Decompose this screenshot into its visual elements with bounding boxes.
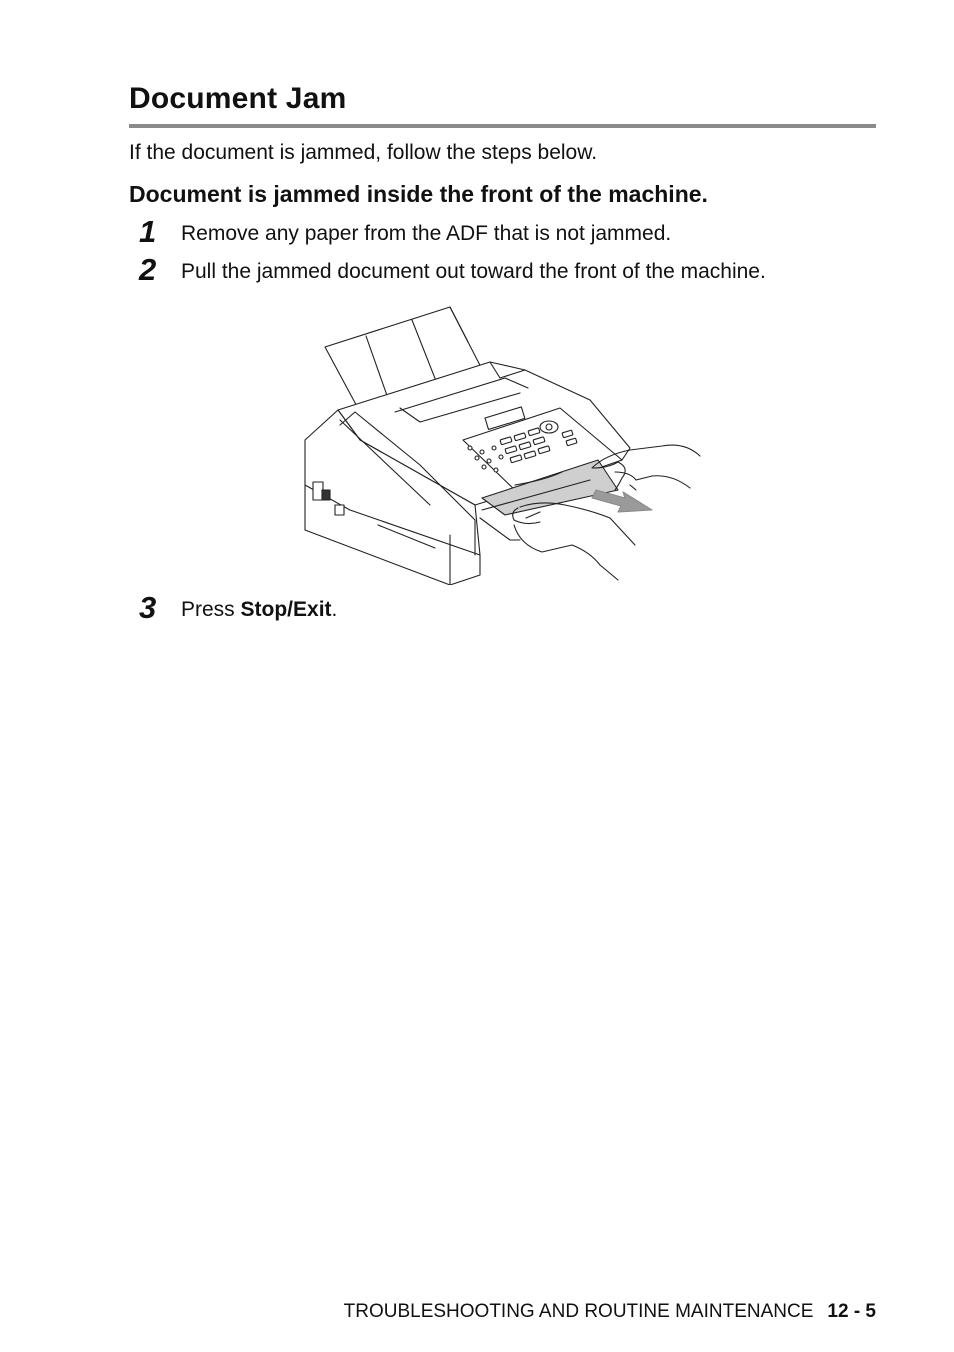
title-rule	[129, 124, 876, 128]
step-number: 1	[139, 214, 157, 249]
footer-page-number: 12 - 5	[827, 1301, 876, 1322]
section-title: Document Jam	[129, 82, 347, 115]
fax-machine-document-jam-illustration	[300, 300, 704, 585]
page-footer	[344, 1301, 876, 1323]
step-number: 2	[139, 252, 157, 287]
step-text: Pull the jammed document out toward the front of the machine.	[181, 260, 766, 283]
subsection-title: Document is jammed inside the front of the machine.	[129, 181, 708, 207]
step-text	[181, 598, 337, 622]
stop-exit-key-label: Stop/Exit	[240, 598, 332, 621]
step-text-prefix: Press	[181, 598, 241, 621]
step-text: Remove any paper from the ADF that is not jammed.	[181, 222, 672, 245]
footer-chapter: TROUBLESHOOTING AND ROUTINE MAINTENANCE	[343, 1301, 814, 1322]
step-text-suffix: .	[331, 598, 338, 621]
intro-text: If the document is jammed, follow the steps below.	[129, 141, 598, 164]
step-number: 3	[139, 590, 157, 625]
